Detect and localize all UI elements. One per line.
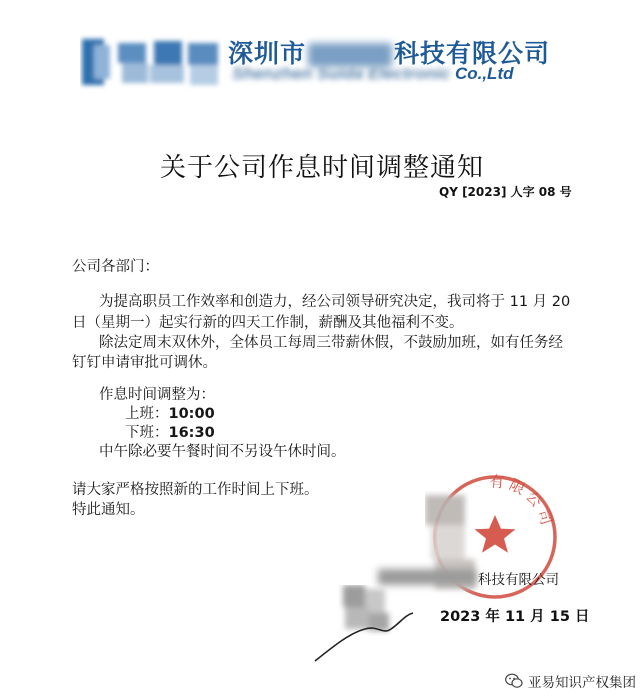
paragraph-2-line-2: 钉钉申请审批可调休。 <box>72 355 217 371</box>
schedule-start <box>125 404 215 425</box>
closing-line-1: 请大家严格按照新的工作时间上下班。 <box>72 482 319 498</box>
start-label: 上班： <box>125 406 169 422</box>
seal-text: 有限公司 <box>488 472 557 531</box>
salutation: 公司各部门： <box>72 259 159 275</box>
sign-company-redacted <box>378 569 476 585</box>
sign-date: 2023 年 11 月 15 日 <box>440 609 590 625</box>
schedule-note: 中午除必要午餐时间不另设午休时间。 <box>99 444 346 460</box>
end-time: 16:30 <box>168 425 215 441</box>
closing-line-2: 特此通知。 <box>72 502 145 518</box>
schedule-label: 作息时间调整为： <box>99 387 215 403</box>
paragraph-1-line-2: 日（星期一）起实行新的四天工作制，薪酬及其他福利不变。 <box>72 315 464 331</box>
start-time: 10:00 <box>168 406 215 422</box>
handwritten-signature <box>305 585 435 665</box>
footer-account-name: 亚易知识产权集团 <box>528 675 636 691</box>
end-label: 下班： <box>125 425 169 441</box>
company-name-en <box>232 64 514 84</box>
schedule-end <box>125 423 215 444</box>
document-number: QY [2023] 人字 08 号 <box>439 185 572 199</box>
seal-star-icon <box>475 515 516 553</box>
paragraph-2-line-1: 除法定周末双休外，全体员工每周三带薪休假，不鼓励加班，如有任务经 <box>99 335 563 351</box>
company-logo <box>80 33 222 91</box>
company-name-cn-suffix: 科技有限公司 <box>394 39 551 68</box>
sign-company-name: 科技有限公司 <box>478 572 559 588</box>
document-title: 关于公司作息时间调整通知 <box>160 153 485 183</box>
footer-watermark <box>505 671 636 691</box>
company-name-en-suffix: Co.,Ltd <box>454 64 514 83</box>
company-name-en-redacted: Shenzhen Suida Electronic <box>232 64 451 83</box>
wechat-icon <box>505 673 523 689</box>
paragraph-1-line-1: 为提高职员工作效率和创造力，经公司领导研究决定，我司将于 11 月 20 <box>99 294 571 310</box>
svg-text:有限公司 <box>489 472 557 530</box>
company-name-cn-prefix: 深圳市 <box>228 39 307 68</box>
